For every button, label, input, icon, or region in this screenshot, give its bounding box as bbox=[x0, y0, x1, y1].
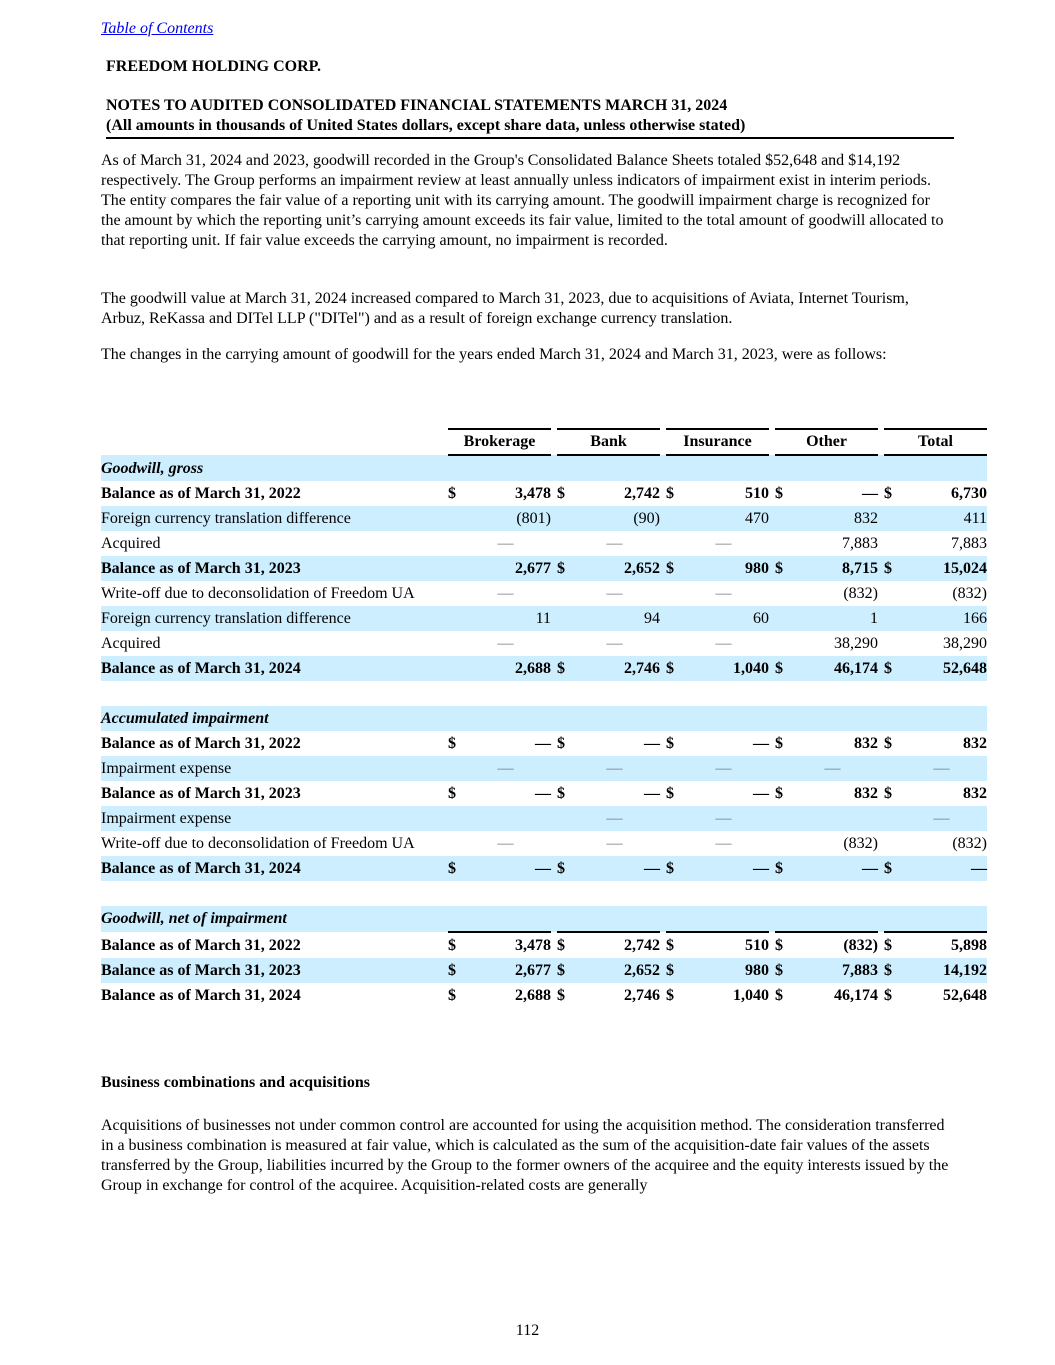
currency-symbol bbox=[448, 581, 460, 606]
table-row bbox=[101, 958, 987, 983]
currency-symbol: $ bbox=[448, 856, 460, 881]
table-row bbox=[101, 581, 987, 606]
table-row bbox=[101, 631, 987, 656]
currency-symbol bbox=[448, 631, 460, 656]
business-combinations-paragraph: Acquisitions of businesses not under common control are accounted for using the acquisition method. The consideration transferred in a business combination is measured at fair value, which is calculated as the sum of the acquisition-date fair values of the assets transferred by the Group, liabilities incurred by the Group to the former owners of the acquiree and the equity interests issued by the Group in exchange for control of the acquiree. Acquisition-related costs are generally bbox=[101, 1117, 949, 1194]
currency-symbol: $ bbox=[557, 556, 569, 581]
value-brokerage: 2,688 bbox=[515, 987, 551, 1004]
table-row bbox=[101, 606, 987, 631]
value-total: (832) bbox=[952, 835, 987, 852]
row-label: Impairment expense bbox=[101, 756, 448, 781]
currency-symbol: $ bbox=[448, 987, 456, 1004]
row-label: Balance as of March 31, 2024 bbox=[101, 656, 448, 681]
currency-symbol bbox=[884, 631, 896, 656]
value-total: 6,730 bbox=[951, 485, 987, 502]
value-total: 7,883 bbox=[951, 535, 987, 552]
value-brokerage bbox=[460, 806, 551, 831]
value-brokerage: — bbox=[497, 535, 514, 552]
table-header-row bbox=[101, 429, 987, 455]
table-of-contents-link[interactable]: Table of Contents bbox=[101, 20, 214, 37]
value-brokerage: — bbox=[535, 785, 551, 802]
table-row bbox=[101, 556, 987, 581]
row-label: Acquired bbox=[101, 535, 161, 552]
value-insurance: — bbox=[715, 585, 732, 602]
value-other: (832) bbox=[787, 932, 878, 958]
currency-symbol: $ bbox=[666, 556, 678, 581]
table-row bbox=[101, 831, 987, 856]
value-other: 38,290 bbox=[834, 635, 878, 652]
currency-symbol bbox=[448, 831, 460, 856]
currency-symbol bbox=[448, 756, 460, 781]
goodwill-changes-intro: The changes in the carrying amount of goodwill for the years ended March 31, 2024 and March 31, 2023, were as follows: bbox=[101, 346, 887, 363]
notes-title: NOTES TO AUDITED CONSOLIDATED FINANCIAL STATEMENTS MARCH 31, 2024 bbox=[106, 97, 728, 114]
currency-symbol bbox=[557, 606, 569, 631]
value-total: 38,290 bbox=[943, 635, 987, 652]
value-brokerage: 2,677 bbox=[460, 556, 551, 581]
currency-symbol bbox=[775, 756, 787, 781]
currency-symbol: $ bbox=[666, 656, 678, 681]
currency-symbol: $ bbox=[775, 785, 783, 802]
table-row bbox=[101, 856, 987, 881]
value-total: 832 bbox=[963, 735, 987, 752]
value-insurance: — bbox=[715, 835, 732, 852]
currency-symbol: $ bbox=[775, 958, 787, 983]
table-row bbox=[101, 983, 987, 1008]
value-insurance: 1,040 bbox=[678, 656, 769, 681]
currency-symbol: $ bbox=[557, 485, 565, 502]
currency-symbol: $ bbox=[666, 485, 674, 502]
value-total: 52,648 bbox=[896, 656, 987, 681]
currency-symbol: $ bbox=[557, 856, 569, 881]
currency-symbol: $ bbox=[666, 932, 678, 958]
currency-symbol: $ bbox=[775, 556, 787, 581]
currency-symbol: $ bbox=[557, 785, 565, 802]
currency-symbol: $ bbox=[557, 656, 569, 681]
currency-symbol bbox=[666, 831, 678, 856]
currency-symbol: $ bbox=[884, 785, 892, 802]
row-label: Balance as of March 31, 2022 bbox=[101, 735, 301, 752]
goodwill-table bbox=[101, 428, 987, 1008]
currency-symbol bbox=[557, 806, 569, 831]
value-total: 52,648 bbox=[943, 987, 987, 1004]
section-title: Goodwill, gross bbox=[101, 455, 987, 481]
section-title-row bbox=[101, 906, 987, 932]
currency-symbol: $ bbox=[884, 856, 896, 881]
value-total: 15,024 bbox=[896, 556, 987, 581]
currency-symbol bbox=[884, 581, 896, 606]
currency-symbol bbox=[666, 631, 678, 656]
row-label: Write-off due to deconsolidation of Freedom UA bbox=[101, 585, 415, 602]
column-header-other: Other bbox=[775, 429, 878, 455]
currency-symbol bbox=[666, 806, 678, 831]
currency-symbol bbox=[666, 506, 678, 531]
spacer-row bbox=[101, 681, 987, 706]
currency-symbol bbox=[557, 531, 569, 556]
row-label: Balance as of March 31, 2023 bbox=[101, 785, 301, 802]
value-bank: — bbox=[606, 635, 623, 652]
column-header-bank: Bank bbox=[557, 429, 660, 455]
section-title: Accumulated impairment bbox=[101, 706, 987, 731]
currency-symbol bbox=[557, 506, 569, 531]
value-total: (832) bbox=[952, 585, 987, 602]
table-row bbox=[101, 731, 987, 756]
value-other: — bbox=[862, 485, 878, 502]
currency-symbol: $ bbox=[884, 735, 892, 752]
value-other: (832) bbox=[843, 835, 878, 852]
value-bank: — bbox=[644, 735, 660, 752]
currency-symbol: $ bbox=[557, 735, 565, 752]
currency-symbol bbox=[666, 581, 678, 606]
value-bank: — bbox=[569, 756, 660, 781]
currency-symbol bbox=[666, 756, 678, 781]
value-total: — bbox=[896, 856, 987, 881]
value-bank: (90) bbox=[569, 506, 660, 531]
page-number: 112 bbox=[515, 1322, 540, 1339]
value-insurance: — bbox=[678, 856, 769, 881]
currency-symbol bbox=[775, 631, 787, 656]
table-row bbox=[101, 506, 987, 531]
value-brokerage: — bbox=[535, 735, 551, 752]
value-other: 7,883 bbox=[787, 958, 878, 983]
section-title: Goodwill, net of impairment bbox=[101, 906, 987, 932]
table-row bbox=[101, 781, 987, 806]
table-row bbox=[101, 531, 987, 556]
value-bank: — bbox=[606, 535, 623, 552]
currency-symbol: $ bbox=[775, 932, 787, 958]
value-insurance: — bbox=[715, 635, 732, 652]
value-brokerage: — bbox=[460, 856, 551, 881]
currency-symbol: $ bbox=[448, 932, 460, 958]
value-brokerage: — bbox=[497, 835, 514, 852]
currency-symbol bbox=[448, 606, 460, 631]
value-insurance: 1,040 bbox=[733, 987, 769, 1004]
currency-symbol: $ bbox=[666, 735, 674, 752]
currency-symbol bbox=[666, 606, 678, 631]
currency-symbol bbox=[775, 531, 787, 556]
row-label: Impairment expense bbox=[101, 806, 448, 831]
currency-symbol: $ bbox=[884, 656, 896, 681]
currency-symbol bbox=[775, 506, 787, 531]
row-label: Foreign currency translation difference bbox=[101, 606, 448, 631]
column-header-insurance: Insurance bbox=[666, 429, 769, 455]
currency-symbol: $ bbox=[884, 932, 896, 958]
value-bank: 2,742 bbox=[569, 932, 660, 958]
currency-symbol bbox=[448, 556, 460, 581]
company-name: FREEDOM HOLDING CORP. bbox=[106, 58, 321, 75]
column-header-total: Total bbox=[884, 429, 987, 455]
value-brokerage: (801) bbox=[460, 506, 551, 531]
currency-symbol bbox=[557, 831, 569, 856]
currency-symbol: $ bbox=[448, 735, 456, 752]
currency-symbol bbox=[884, 606, 896, 631]
currency-symbol bbox=[448, 531, 460, 556]
value-insurance: — bbox=[678, 756, 769, 781]
currency-symbol: $ bbox=[884, 987, 892, 1004]
currency-symbol: $ bbox=[557, 932, 569, 958]
currency-symbol: $ bbox=[557, 987, 565, 1004]
row-label: Balance as of March 31, 2022 bbox=[101, 936, 301, 954]
value-insurance: — bbox=[715, 535, 732, 552]
currency-symbol bbox=[448, 506, 460, 531]
value-other: 46,174 bbox=[834, 987, 878, 1004]
value-brokerage: — bbox=[460, 756, 551, 781]
spacer-row bbox=[101, 881, 987, 906]
currency-symbol: $ bbox=[448, 785, 456, 802]
value-bank: 2,742 bbox=[624, 485, 660, 502]
value-insurance: 60 bbox=[678, 606, 769, 631]
value-insurance: 510 bbox=[678, 932, 769, 958]
table-row bbox=[101, 756, 987, 781]
value-insurance: 470 bbox=[678, 506, 769, 531]
value-bank: — bbox=[569, 806, 660, 831]
value-other: 7,883 bbox=[842, 535, 878, 552]
currency-symbol: $ bbox=[666, 785, 674, 802]
currency-symbol bbox=[448, 656, 460, 681]
row-label: Acquired bbox=[101, 635, 161, 652]
business-combinations-heading: Business combinations and acquisitions bbox=[101, 1074, 370, 1091]
row-label: Balance as of March 31, 2024 bbox=[101, 987, 301, 1004]
value-bank: — bbox=[606, 835, 623, 852]
value-insurance: — bbox=[753, 735, 769, 752]
table-row bbox=[101, 481, 987, 506]
value-total: 166 bbox=[896, 606, 987, 631]
value-total: — bbox=[896, 806, 987, 831]
value-other: (832) bbox=[843, 585, 878, 602]
value-total: — bbox=[896, 756, 987, 781]
value-bank: 2,652 bbox=[569, 556, 660, 581]
value-brokerage: — bbox=[497, 635, 514, 652]
currency-symbol: $ bbox=[775, 656, 787, 681]
value-bank: 2,746 bbox=[569, 656, 660, 681]
value-other: 46,174 bbox=[787, 656, 878, 681]
currency-symbol bbox=[666, 531, 678, 556]
table-row bbox=[101, 932, 987, 958]
value-insurance: 980 bbox=[678, 958, 769, 983]
currency-symbol bbox=[884, 756, 896, 781]
currency-symbol bbox=[557, 756, 569, 781]
currency-symbol: $ bbox=[448, 485, 456, 502]
value-other: 832 bbox=[854, 785, 878, 802]
notes-subtitle: (All amounts in thousands of United States dollars, except share data, unless otherwise stated) bbox=[106, 117, 746, 134]
row-label: Balance as of March 31, 2023 bbox=[101, 556, 448, 581]
currency-symbol bbox=[775, 806, 787, 831]
value-bank: 2,652 bbox=[569, 958, 660, 983]
column-header-brokerage: Brokerage bbox=[448, 429, 551, 455]
currency-symbol bbox=[775, 581, 787, 606]
value-insurance: 980 bbox=[678, 556, 769, 581]
currency-symbol bbox=[775, 606, 787, 631]
value-other: 1 bbox=[787, 606, 878, 631]
row-label: Balance as of March 31, 2022 bbox=[101, 485, 301, 502]
value-total: 14,192 bbox=[896, 958, 987, 983]
value-brokerage: 3,478 bbox=[460, 932, 551, 958]
currency-symbol: $ bbox=[884, 485, 892, 502]
value-bank: — bbox=[569, 856, 660, 881]
currency-symbol bbox=[557, 581, 569, 606]
notes-heading bbox=[106, 96, 954, 139]
value-total: 411 bbox=[896, 506, 987, 531]
currency-symbol: $ bbox=[775, 856, 787, 881]
value-insurance: — bbox=[678, 806, 769, 831]
table-row bbox=[101, 806, 987, 831]
value-bank: — bbox=[644, 785, 660, 802]
value-bank: — bbox=[606, 585, 623, 602]
table-row bbox=[101, 656, 987, 681]
value-brokerage: 3,478 bbox=[515, 485, 551, 502]
currency-symbol bbox=[557, 631, 569, 656]
row-label: Write-off due to deconsolidation of Freedom UA bbox=[101, 835, 415, 852]
goodwill-increase-paragraph: The goodwill value at March 31, 2024 increased compared to March 31, 2023, due to acquisitions of Aviata, Internet Tourism, Arbuz, ReKassa and DITel LLP ("DITel") and as a result of foreign exchange currency translation. bbox=[101, 290, 909, 327]
value-total: 832 bbox=[963, 785, 987, 802]
section-title-row bbox=[101, 455, 987, 481]
currency-symbol bbox=[884, 531, 896, 556]
currency-symbol bbox=[448, 806, 460, 831]
currency-symbol: $ bbox=[666, 856, 678, 881]
value-insurance: — bbox=[753, 785, 769, 802]
value-bank: 94 bbox=[569, 606, 660, 631]
value-bank: 2,746 bbox=[624, 987, 660, 1004]
value-other: — bbox=[787, 756, 878, 781]
value-other bbox=[787, 806, 878, 831]
currency-symbol bbox=[884, 831, 896, 856]
currency-symbol: $ bbox=[557, 958, 569, 983]
goodwill-paragraph: As of March 31, 2024 and 2023, goodwill recorded in the Group's Consolidated Balance Sheets totaled $52,648 and $14,192 respectively. The Group performs an impairment review at least annually unless indicators of impairment exist in interim periods. The entity compares the fair value of a reporting unit with its carrying amount. The goodwill impairment charge is recognized for the amount by which the reporting unit’s carrying amount exceeds its fair value, limited to the total amount of goodwill allocated to that reporting unit. If fair value exceeds the carrying amount, no impairment is recorded. bbox=[101, 152, 944, 249]
value-brokerage: 11 bbox=[460, 606, 551, 631]
currency-symbol: $ bbox=[884, 556, 896, 581]
value-brokerage: 2,688 bbox=[460, 656, 551, 681]
value-other: 8,715 bbox=[787, 556, 878, 581]
currency-symbol bbox=[884, 506, 896, 531]
currency-symbol: $ bbox=[775, 485, 783, 502]
value-other: 832 bbox=[787, 506, 878, 531]
currency-symbol bbox=[775, 831, 787, 856]
row-label: Balance as of March 31, 2023 bbox=[101, 958, 448, 983]
currency-symbol: $ bbox=[448, 958, 460, 983]
section-title-row bbox=[101, 706, 987, 731]
value-other: 832 bbox=[854, 735, 878, 752]
row-label: Balance as of March 31, 2024 bbox=[101, 856, 448, 881]
currency-symbol: $ bbox=[775, 987, 783, 1004]
value-brokerage: 2,677 bbox=[460, 958, 551, 983]
currency-symbol: $ bbox=[666, 987, 674, 1004]
value-other: — bbox=[787, 856, 878, 881]
row-label: Foreign currency translation difference bbox=[101, 506, 448, 531]
currency-symbol bbox=[884, 806, 896, 831]
currency-symbol: $ bbox=[775, 735, 783, 752]
value-total: 5,898 bbox=[896, 932, 987, 958]
value-insurance: 510 bbox=[745, 485, 769, 502]
currency-symbol: $ bbox=[666, 958, 678, 983]
currency-symbol: $ bbox=[884, 958, 896, 983]
value-brokerage: — bbox=[497, 585, 514, 602]
